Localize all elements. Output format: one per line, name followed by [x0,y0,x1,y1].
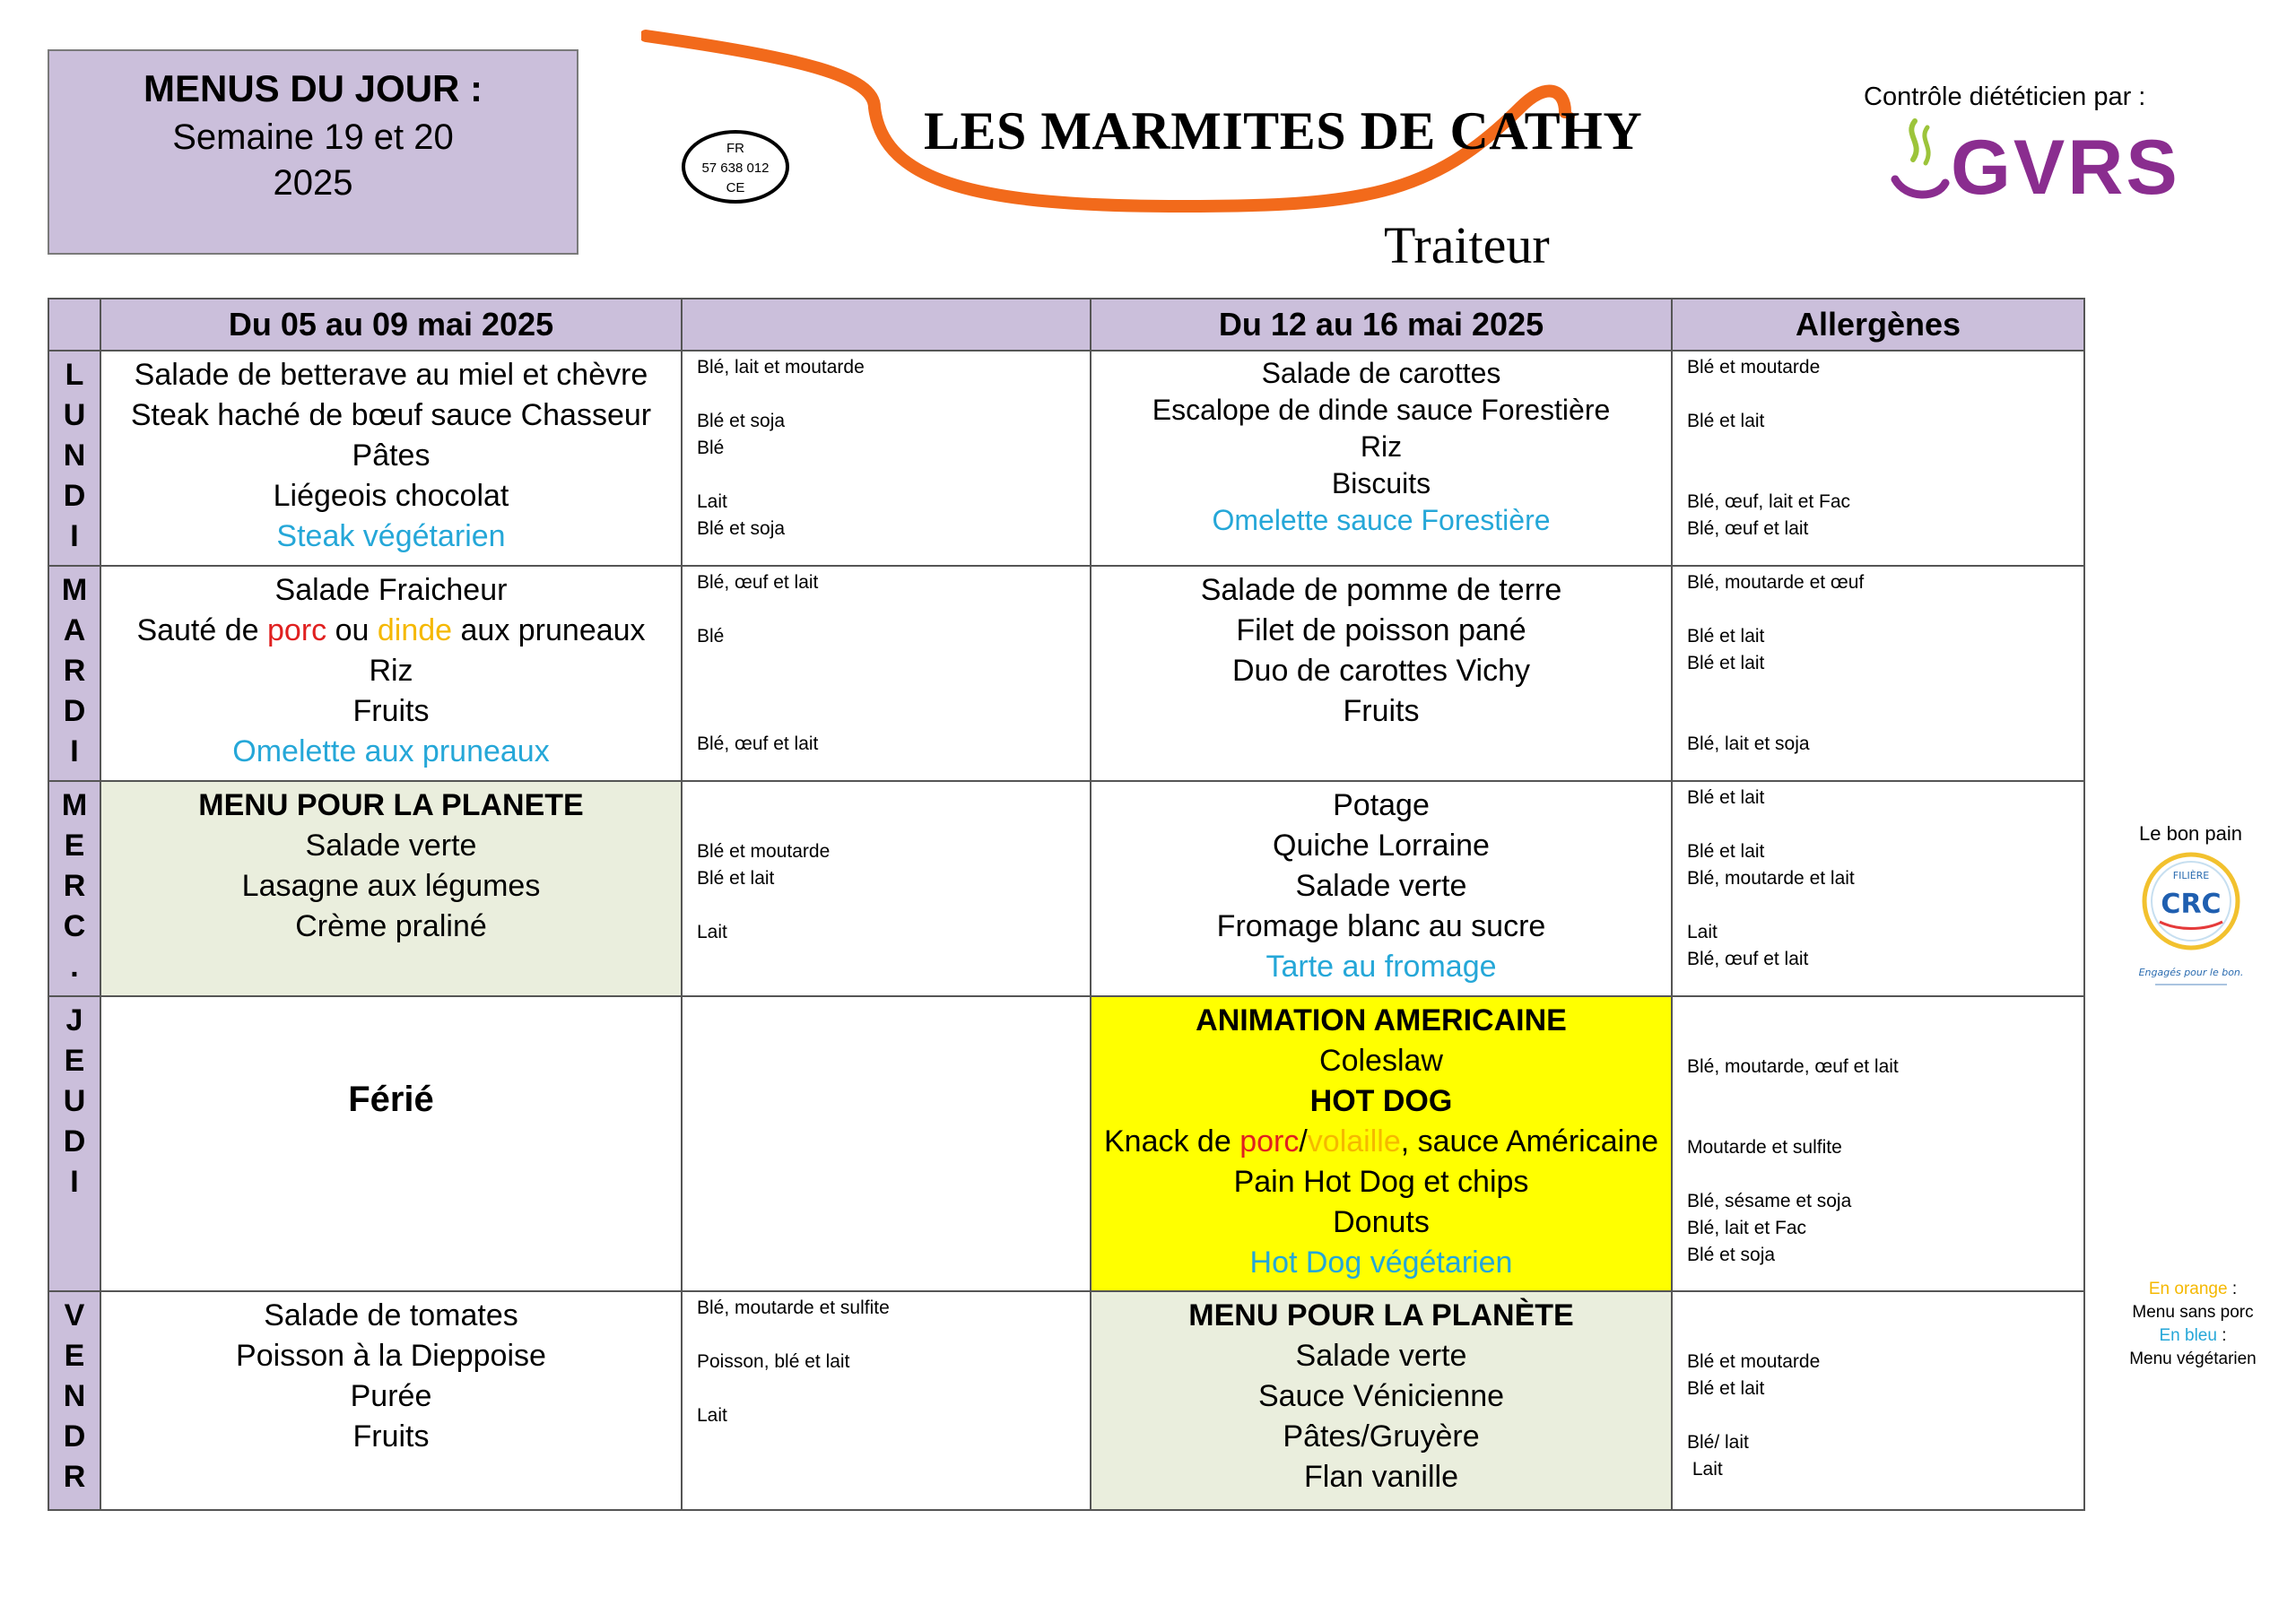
wednesday-week2-allergens [1672,781,2084,996]
theme-title: ANIMATION AMERICAINE [1196,1003,1567,1037]
monday-week2-menu [1091,351,1672,566]
dish: Lasagne aux légumes [241,869,541,903]
gvrs-logo: GVRS [1951,125,2180,211]
allergen-line: Blé, moutarde et lait [1687,868,1855,889]
tuesday-week1-menu [100,566,682,781]
allergen-line: Lait [1687,922,1718,942]
dish: Escalope de dinde sauce Forestière [1152,394,1611,426]
allergen-line: Blé et lait [697,868,775,889]
pork-option: porc [1239,1124,1300,1159]
dish: Steak haché de bœuf sauce Chasseur [130,398,652,432]
vegetarian-dish: Omelette sauce Forestière [1212,504,1551,536]
dish: Sauce Vénicienne [1257,1379,1505,1413]
allergen-line: Blé, œuf et lait [1687,949,1809,969]
allergen-line: Blé et lait [1687,653,1765,673]
dish: Fruits [352,694,430,728]
day-label-thursday: J E U D I [48,996,100,1291]
dish: Salade verte [305,829,477,863]
week1-header: Du 05 au 09 mai 2025 [100,299,682,351]
dish: Sauté de porc ou dinde aux pruneaux [136,613,646,647]
allergen-line: Blé/ lait [1687,1432,1749,1453]
allergen-line: Blé, moutarde et œuf [1687,572,1865,593]
day-label-wednesday: M E R C . [48,781,100,996]
menu-table [48,298,2085,1511]
allergen-line: Blé et lait [1687,411,1765,431]
allergen-line: Blé et moutarde [1687,357,1821,378]
thursday-week2-menu [1091,996,1672,1291]
brand-subtitle: Traiteur [1384,216,1550,274]
allergen-line: Blé, moutarde, œuf et lait [1687,1056,1899,1077]
dish: Fromage blanc au sucre [1216,909,1546,943]
allergen-line: Blé, sésame et soja [1687,1191,1852,1211]
friday-week2-menu [1091,1291,1672,1510]
legend-blue-desc: Menu végétarien [2129,1350,2257,1368]
allergen-line: Blé, œuf et lait [697,572,819,593]
dish: Flan vanille [1304,1460,1458,1494]
table-row [48,1291,2084,1510]
dish: Knack de porc/volaille, sauce Américaine [1103,1124,1659,1159]
week1-allergens-header [682,299,1091,351]
steam-leaf-icon [1888,117,1951,202]
legend-orange-label: En orange [2148,1280,2228,1298]
dish: Potage [1333,788,1430,822]
table-row [48,781,2084,996]
holiday-label: Férié [348,1080,434,1119]
dish: Salade de betterave au miel et chèvre [134,358,648,392]
dish: Purée [350,1379,432,1413]
week2-header: Du 12 au 16 mai 2025 [1091,299,1672,351]
vegetarian-dish: Steak végétarien [276,519,506,553]
dish: Salade verte [1295,1339,1467,1373]
allergen-line: Moutarde et sulfite [1687,1137,1842,1158]
no-pork-option: dinde [377,613,453,647]
table-row [48,351,2084,566]
allergen-line: Blé, œuf et lait [697,733,819,754]
allergen-line: Lait [697,1405,727,1426]
dish: Coleslaw [1319,1044,1443,1078]
bon-pain-label: Le bon pain [2139,822,2242,845]
allergen-line: Blé et lait [1687,626,1765,647]
allergen-line: Lait [697,922,727,942]
allergen-line: Blé et lait [1687,1378,1765,1399]
dish: Duo de carottes Vichy [1232,654,1530,688]
allergen-line: Blé [697,626,725,647]
dietitian-control-label: Contrôle diététicien par : [1864,82,2146,111]
planet-menu-title: MENU POUR LA PLANÈTE [1188,1298,1574,1332]
friday-week1-allergens [682,1291,1091,1510]
dish: Salade de tomates [264,1298,518,1332]
monday-week1-allergens [682,351,1091,566]
stamp-line: FR [726,141,744,156]
dish: Filet de poisson pané [1236,613,1526,647]
wednesday-week1-menu [100,781,682,996]
day-label-tuesday: M A R D I [48,566,100,781]
title-line1: MENUS DU JOUR : [143,67,483,109]
stamp-line: 57 638 012 [701,161,770,176]
table-row [48,566,2084,781]
dish: Liégeois chocolat [273,479,509,513]
friday-week2-allergens [1672,1291,2084,1510]
legend-blue-label: En bleu [2159,1326,2217,1345]
wednesday-week1-allergens [682,781,1091,996]
crc-tagline: Engagés pour le bon. [2138,967,2244,978]
dish: Crème praliné [295,909,487,943]
crc-logo-icon [2133,843,2249,995]
pork-option: porc [267,613,327,647]
dish: Salade de carottes [1261,357,1501,389]
allergen-line: Blé et soja [1687,1245,1776,1265]
title-line3: 2025 [273,163,353,203]
color-legend: En orange : Menu sans porc En bleu : Menu végétarien [2103,1278,2283,1371]
allergen-line: Blé et soja [697,411,786,431]
dish: Pâtes/Gruyère [1283,1419,1480,1454]
allergen-line: Blé, œuf, lait et Fac [1687,491,1851,512]
dish: Pain Hot Dog et chips [1233,1165,1529,1199]
table-header-row [48,299,2084,351]
wednesday-week2-menu [1091,781,1672,996]
dish: Pâtes [352,438,430,473]
table-row [48,996,2084,1291]
thursday-week1-menu [100,996,682,1291]
allergen-line: Lait [697,491,727,512]
dish: Salade verte [1295,869,1467,903]
dish: Donuts [1333,1205,1430,1239]
corner-cell [48,299,100,351]
dish: Salade Fraicheur [274,573,508,607]
tuesday-week2-allergens [1672,566,2084,781]
title-line2: Semaine 19 et 20 [172,117,454,157]
dish: Poisson à la Dieppoise [236,1339,546,1373]
legend-orange-desc: Menu sans porc [2132,1303,2254,1322]
dish-title: HOT DOG [1309,1084,1453,1118]
dish: Fruits [352,1419,430,1454]
allergen-line: Blé, lait et Fac [1687,1218,1807,1238]
tuesday-week2-menu [1091,566,1672,781]
vegetarian-dish: Hot Dog végétarien [1249,1245,1513,1280]
allergens-header: Allergènes [1672,299,2084,351]
planet-menu-title: MENU POUR LA PLANETE [198,788,584,822]
allergen-line: Blé et lait [1687,841,1765,862]
dish: Biscuits [1331,467,1431,499]
crc-top-label: FILIÈRE [2172,870,2210,881]
allergen-line: Blé et soja [697,518,786,539]
allergen-line: Blé, œuf et lait [1687,518,1809,539]
stamp-line: CE [726,180,745,195]
no-pork-option: volaille [1307,1124,1401,1159]
allergen-line: Blé et moutarde [1687,1351,1821,1372]
allergen-line: Poisson, blé et lait [697,1351,850,1372]
allergen-line: Blé et lait [1687,787,1765,808]
allergen-line: Blé, lait et soja [1687,733,1810,754]
dish: Salade de pomme de terre [1200,573,1562,607]
allergen-line: Blé [697,438,725,458]
allergen-line: Blé, moutarde et sulfite [697,1298,890,1318]
vegetarian-dish: Omelette aux pruneaux [232,734,550,768]
allergen-line: Blé et moutarde [697,841,831,862]
vegetarian-dish: Tarte au fromage [1265,950,1497,984]
dish: Riz [1360,430,1403,463]
title-box [48,49,578,255]
day-label-friday: V E N D R [48,1291,100,1510]
brand-name: LES MARMITES DE CATHY [924,101,1643,161]
dish: Riz [369,654,413,688]
monday-week2-allergens [1672,351,2084,566]
thursday-week2-allergens [1672,996,2084,1291]
dish: Fruits [1343,694,1420,728]
allergen-line: Blé, lait et moutarde [697,357,865,378]
day-label-monday: L U N D I [48,351,100,566]
tuesday-week1-allergens [682,566,1091,781]
crc-label: CRC [2161,889,2222,920]
thursday-week1-allergens [682,996,1091,1291]
friday-week1-menu [100,1291,682,1510]
allergen-line: Lait [1687,1459,1723,1480]
dish: Quiche Lorraine [1273,829,1490,863]
monday-week1-menu [100,351,682,566]
